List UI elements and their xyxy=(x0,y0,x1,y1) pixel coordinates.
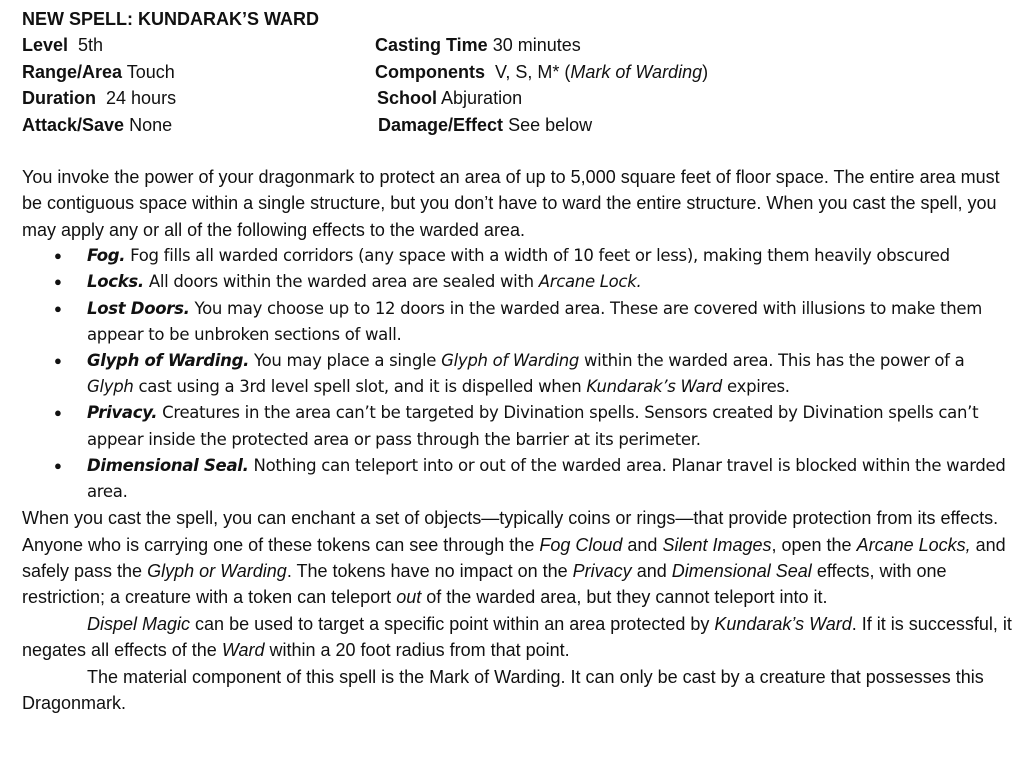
text-run: within a 20 foot radius from that point. xyxy=(264,640,570,661)
text-run: effects, with one restriction; a creature with a token can teleport xyxy=(22,561,947,608)
effect-name: Glyph of Warding. xyxy=(87,351,250,371)
casting-time-stat xyxy=(375,32,581,58)
damage-value: See below xyxy=(508,114,593,135)
components-close: ) xyxy=(702,61,709,82)
stat-row-range xyxy=(22,59,709,85)
bullet-icon: ● xyxy=(54,274,62,290)
spell-body xyxy=(22,164,1012,717)
duration-value: 24 hours xyxy=(106,88,177,109)
level-stat xyxy=(22,32,103,58)
casting-time-label: Casting Time xyxy=(375,35,488,56)
effect-text: Nothing can teleport into or out of the warded area. Planar travel is blocked within the warded area. xyxy=(87,455,1006,502)
effect-lost-doors xyxy=(54,296,1012,348)
stat-row-level xyxy=(22,32,581,58)
italic-run: Arcane Locks, xyxy=(856,534,971,555)
italic-run: Ward xyxy=(221,640,265,661)
level-value: 5th xyxy=(78,35,104,56)
intro-paragraph: You invoke the power of your dragonmark to protect an area of up to 5,000 square feet of floor space. The entire area must be contiguous space within a single structure, but you don’t have to ward the entire structure. When you cast the spell, you may apply any or all of the following effects to the warded area. xyxy=(22,167,1000,240)
italic-run: Silent Images xyxy=(662,534,772,555)
damage-label: Damage/Effect xyxy=(378,114,504,135)
effect-text: Fog fills all warded corridors (any space with a width of 10 feet or less), making them heavily obscured xyxy=(125,246,950,266)
spell-title: NEW SPELL: KUNDARAK’S WARD xyxy=(22,9,319,29)
effect-name: Lost Doors. xyxy=(87,298,190,318)
effect-italic: Glyph of Warding xyxy=(441,351,580,371)
spell-stat-block xyxy=(22,6,709,138)
material-paragraph: The material component of this spell is the Mark of Warding. It can only be cast by a creature that possesses this Dragonmark. xyxy=(22,666,984,714)
range-value: Touch xyxy=(126,61,175,82)
effect-italic: Glyph xyxy=(87,377,134,397)
italic-run: Dimensional Seal xyxy=(671,561,812,582)
components-label: Components xyxy=(375,61,485,82)
text-run: . If it is successful, it negates all effects of the xyxy=(22,613,1012,661)
italic-run: Glyph or Warding xyxy=(147,561,287,582)
text-run: and xyxy=(631,561,672,582)
stat-row-duration xyxy=(22,85,523,111)
italic-run: out xyxy=(396,587,422,608)
school-label: School xyxy=(377,88,438,109)
casting-time-value: 30 minutes xyxy=(492,35,581,56)
range-stat xyxy=(22,59,175,85)
bullet-icon: ● xyxy=(54,353,62,369)
effect-text: within the warded area. This has the power of a xyxy=(579,351,965,371)
level-label: Level xyxy=(22,35,69,56)
effect-italic: Kundarak’s Ward xyxy=(586,377,723,397)
duration-label: Duration xyxy=(22,88,96,109)
effect-name: Dimensional Seal. xyxy=(87,455,249,475)
attack-value: None xyxy=(129,114,173,135)
effect-text: cast using a 3rd level spell slot, and it is dispelled when xyxy=(133,377,587,397)
attack-label: Attack/Save xyxy=(22,114,125,135)
effect-name: Fog. xyxy=(87,246,126,266)
effect-dimensional-seal xyxy=(54,453,1012,505)
text-run: of the warded area, but they cannot teleport into it. xyxy=(421,587,828,608)
school-stat xyxy=(377,85,522,111)
bullet-icon: ● xyxy=(54,457,62,473)
components-stat xyxy=(375,59,708,85)
effect-text: You may choose up to 12 doors in the warded area. These are covered with illusions to make them appear to be unbroken sections of wall. xyxy=(87,298,983,344)
effect-glyph xyxy=(54,348,1012,400)
damage-stat xyxy=(378,112,592,138)
closing-paragraphs xyxy=(22,505,1012,716)
effect-name: Privacy. xyxy=(87,403,158,423)
text-run: When you cast the spell, you can enchant a set of objects—typically coins or rings—that provide protection from its effects. Anyone who is carrying one of these tokens can see through the xyxy=(22,508,999,555)
text-run: and xyxy=(622,534,663,555)
italic-run: Dispel Magic xyxy=(87,613,191,634)
effect-text: expires. xyxy=(722,377,790,397)
effect-name: Locks. xyxy=(87,272,144,292)
stat-row-attack xyxy=(22,112,593,138)
range-label: Range/Area xyxy=(22,61,123,82)
text-run: and safely pass the xyxy=(22,534,1006,582)
italic-run: Fog Cloud xyxy=(539,534,623,555)
dispel-paragraph xyxy=(22,611,1012,664)
effect-text: All doors within the warded area are sealed with xyxy=(143,272,539,292)
components-material: Mark of Warding xyxy=(570,61,703,82)
effect-privacy xyxy=(54,400,1012,452)
effect-locks xyxy=(54,269,1012,295)
text-run: . The tokens have no impact on the xyxy=(286,561,573,582)
effect-text: Creatures in the area can’t be targeted by Divination spells. Sensors created by Divination spells can’t appear inside the protected area or pass through the barrier at its perimeter. xyxy=(87,403,979,449)
text-run: , open the xyxy=(771,534,857,555)
bullet-icon: ● xyxy=(54,248,62,264)
effects-list xyxy=(22,243,1012,505)
italic-run: Privacy xyxy=(572,561,632,582)
text-run: can be used to target a specific point within an area protected by xyxy=(190,613,715,634)
effect-fog xyxy=(54,243,1012,269)
effect-italic: Arcane Lock. xyxy=(538,272,642,292)
duration-stat xyxy=(22,85,176,111)
italic-run: Kundarak’s Ward xyxy=(714,613,852,634)
attack-stat xyxy=(22,112,172,138)
bullet-icon: ● xyxy=(54,405,62,421)
school-value: Abjuration xyxy=(441,88,523,109)
components-value: V, S, M* ( xyxy=(495,61,571,82)
bullet-icon: ● xyxy=(54,300,62,316)
effect-text: You may place a single xyxy=(249,351,442,371)
tokens-paragraph xyxy=(22,505,1012,611)
